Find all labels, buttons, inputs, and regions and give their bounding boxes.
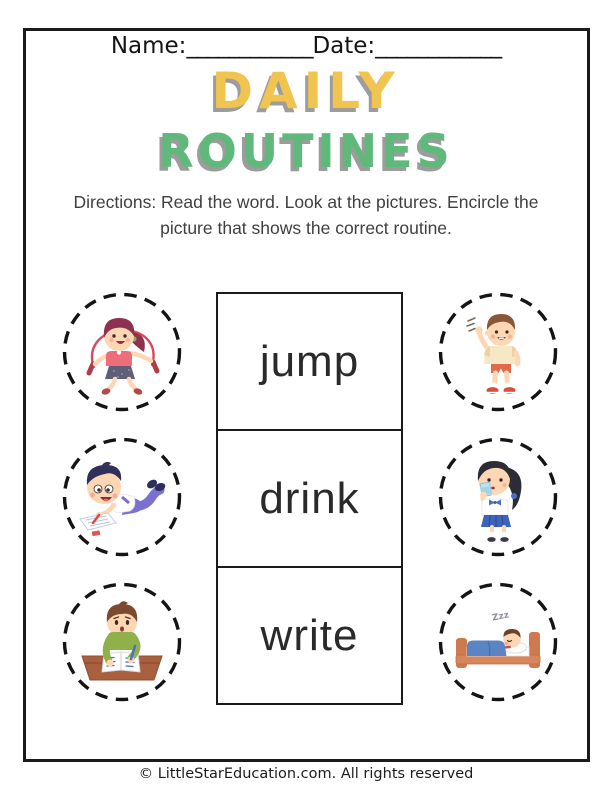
name-label: Name:	[110, 33, 187, 59]
date-blank-line: ____________	[375, 33, 502, 59]
answer-circle-girl-jumping-rope[interactable]	[61, 291, 183, 413]
answer-circle-boy-writing-desk[interactable]	[61, 581, 183, 703]
answer-circle-boy-lying-writing[interactable]	[61, 436, 183, 558]
zzz-text: Zzz	[491, 610, 510, 624]
name-date-line	[0, 33, 612, 59]
directions-line-1: Directions: Read the word. Look at the pictures. Encircle the	[73, 192, 539, 212]
date-label: Date:	[312, 33, 376, 59]
copyright-footer: © LittleStarEducation.com. All rights reserved	[138, 766, 474, 782]
title-line-2: ROUTINES	[158, 124, 454, 178]
answer-circle-boy-sleeping[interactable]	[437, 581, 559, 703]
name-blank-line: ____________	[186, 33, 313, 59]
answer-circle-girl-drinking[interactable]	[437, 436, 559, 558]
word-card-write: write	[218, 566, 401, 703]
word-column	[216, 292, 403, 705]
answer-circle-boy-waving[interactable]	[437, 291, 559, 413]
directions-line-2: picture that shows the correct routine.	[160, 218, 452, 238]
dashed-circle	[441, 440, 556, 555]
word-card-drink: drink	[218, 429, 401, 566]
word-card-jump: jump	[259, 336, 360, 386]
directions-text	[46, 189, 566, 241]
title-line-1: DAILY	[211, 62, 401, 120]
